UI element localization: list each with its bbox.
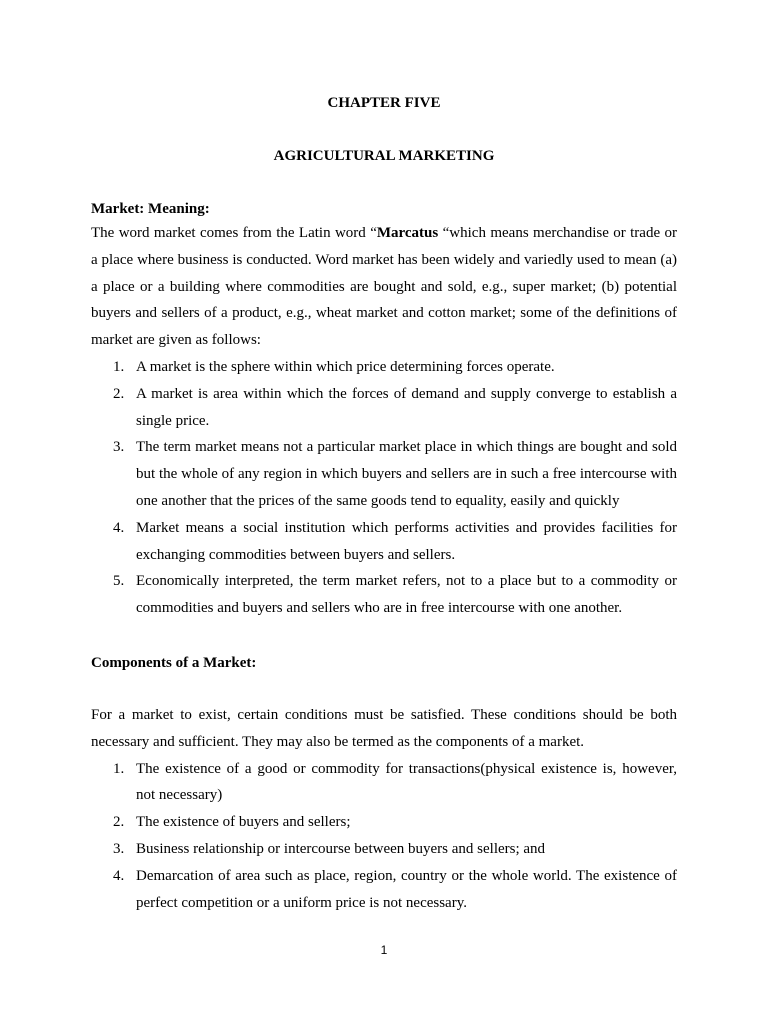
chapter-subtitle: AGRICULTURAL MARKETING [273, 148, 495, 164]
list-item [91, 568, 677, 622]
list-item [91, 836, 677, 863]
list-item-text: The term market means not a particular market place in which things are bought and sold but the whole of any region in which buyers and sellers are in such a free intercourse with one another that the prices of the same goods tend to equality, easily and quickly [136, 439, 677, 509]
document-body [91, 198, 677, 916]
list-item [91, 756, 677, 810]
section-heading-components: Components of a Market: [91, 654, 257, 671]
list-item-text: Economically interpreted, the term market refers, not to a place but to a commodity or commodities and buyers and sellers who are in free intercourse with one another. [136, 573, 677, 617]
list-number: 5. [113, 573, 125, 590]
list-number: 1. [113, 760, 125, 777]
section-heading-market-meaning: Market: Meaning: [91, 201, 210, 217]
list-item [91, 434, 677, 514]
list-item [91, 381, 677, 435]
list-item [91, 515, 677, 569]
list-item-text: Business relationship or intercourse between buyers and sellers; and [136, 840, 546, 857]
components-list [91, 756, 677, 917]
list-item [91, 809, 677, 836]
chapter-title: CHAPTER FIVE [327, 95, 441, 111]
latin-word-bold: Marcatus [376, 225, 439, 241]
definitions-list [91, 354, 677, 622]
list-item-text: The existence of a good or commodity for transactions(physical existence is, however, not necessary) [136, 760, 677, 804]
list-number: 2. [113, 814, 125, 831]
list-item-text: A market is area within which the forces of demand and supply converge to establish a single price. [136, 385, 677, 429]
list-number: 1. [113, 358, 125, 375]
paragraph-text-before: The word market comes from the Latin word “ [91, 225, 377, 241]
list-number: 2. [113, 385, 125, 402]
list-number: 4. [113, 519, 125, 536]
paragraph-text-after: “which means merchandise or trade or a place where business is conducted. Word market has been widely and variedly used to mean (a) a place or a building where commodities are bought and sold, e.g., super market; (b) potential buyers and sellers of a product, e.g., wheat market and cotton market; some of the definitions of market are given as follows: [91, 225, 677, 349]
list-item-text: The existence of buyers and sellers; [136, 814, 351, 831]
market-meaning-paragraph [91, 220, 677, 354]
spacer [91, 674, 677, 702]
list-item [91, 863, 677, 917]
list-item-text: Market means a social institution which performs activities and provides facilities for exchanging commodities between buyers and sellers. [136, 519, 677, 563]
list-number: 4. [113, 867, 125, 884]
list-item [91, 354, 677, 381]
list-number: 3. [113, 840, 125, 857]
list-number: 3. [113, 439, 125, 456]
list-item-text: Demarcation of area such as place, region, country or the whole world. The existence of perfect competition or a uniform price is not necessary. [136, 867, 677, 911]
spacer [91, 622, 677, 652]
list-item-text: A market is the sphere within which price determining forces operate. [136, 358, 555, 375]
components-paragraph: For a market to exist, certain conditions must be satisfied. These conditions should be both necessary and sufficient. They may also be termed as the components of a market. [91, 706, 677, 750]
page-number: 1 [380, 943, 388, 957]
